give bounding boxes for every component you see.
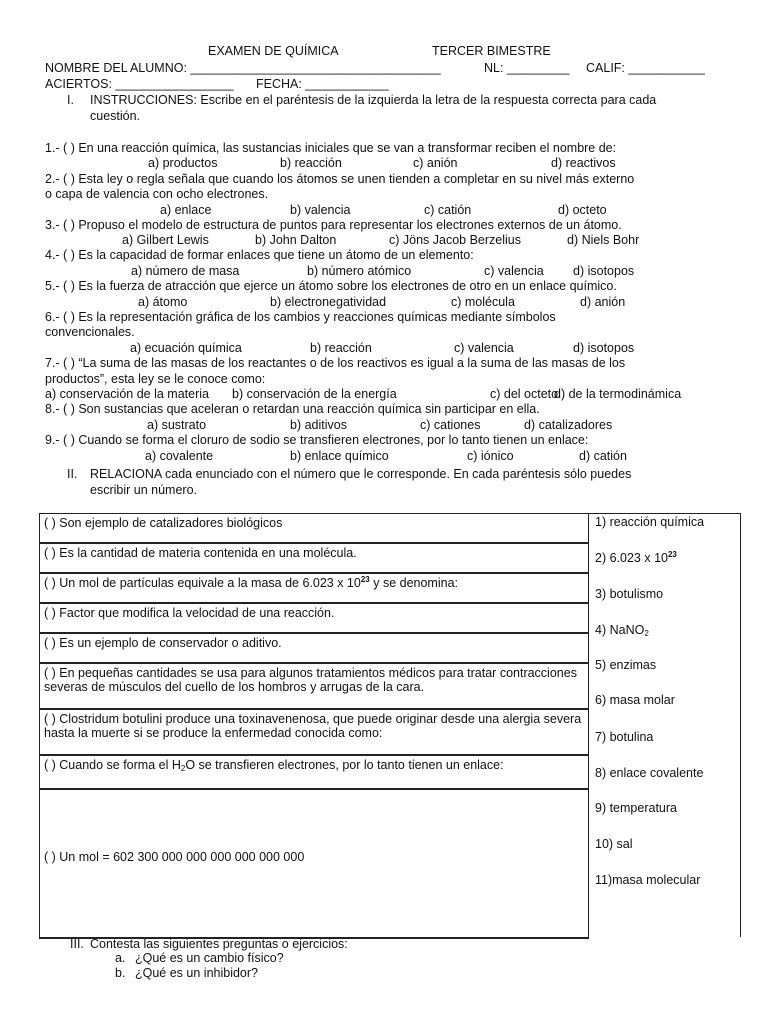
question-8-stem: 8.- ( ) Son sustancias que aceleran o retardan una reacción química sin participar en ella. — [45, 402, 540, 416]
question-5-option-c: c) molécula — [451, 295, 515, 309]
matching-statement-text — [44, 606, 588, 620]
statement-exponent: 23 — [360, 575, 370, 584]
question-1-option-d: d) reactivos — [551, 156, 616, 170]
section1-numeral: I. — [67, 93, 74, 107]
question-4-option-b: b) número atómico — [307, 264, 412, 278]
question-7-option-b: b) conservación de la energía — [232, 387, 397, 401]
statement-text-start: ( ) Clostridum botulini produce una toxinavenenosa, que puede originar desde una alergia severa hasta la muerte si se produce la enfermedad conocida como: — [44, 712, 582, 740]
answer-text: 11)masa molecular — [595, 873, 701, 887]
question-7-option-c: c) del octeto — [490, 387, 559, 401]
question-6-option-d: d) isotopos — [573, 341, 635, 355]
matching-answer-10 — [595, 838, 633, 851]
matching-answer-2 — [595, 552, 677, 565]
question-9-option-c: c) iónico — [467, 449, 514, 463]
question-2-option-a: a) enlace — [160, 203, 212, 217]
matching-answer-5 — [595, 659, 656, 672]
question-6-stem: 6.- ( ) Es la representación gráfica de los cambios y reacciones químicas mediante símbolos — [45, 310, 556, 324]
statement-text-end: O se transfieren electrones, por lo tanto tienen un enlace: — [185, 758, 504, 772]
statement-text-start: ( ) Es la cantidad de materia contenida en una molécula. — [44, 546, 357, 560]
answer-text: 10) sal — [595, 837, 633, 851]
matching-statement-9[interactable] — [40, 790, 588, 937]
question-8-option-b: b) aditivos — [290, 418, 347, 432]
section3-item-a: ¿Qué es un cambio físico? — [135, 951, 284, 965]
question-3-option-d: d) Niels Bohr — [567, 233, 640, 247]
question-5-stem: 5.- ( ) Es la fuerza de atracción que ejerce un átomo sobre los electrones de otro en un enlace químico. — [45, 279, 617, 293]
date-field[interactable]: FECHA: ____________ — [256, 77, 389, 91]
question-7-stem: 7.- ( ) “La suma de las masas de los reactantes o de los reactivos es igual a la suma de las masas de los — [45, 356, 626, 370]
section2-instructions: RELACIONA cada enunciado con el número que le corresponde. En cada paréntesis sólo puedes — [90, 467, 632, 481]
matching-statement-6[interactable] — [40, 664, 588, 710]
matching-statement-3[interactable] — [40, 574, 588, 604]
correct-answers-field[interactable]: ACIERTOS: _________________ — [45, 77, 234, 91]
statement-text-end: y se denomina: — [369, 576, 458, 590]
answer-text: 8) enlace covalente — [595, 766, 704, 780]
question-4-option-a: a) número de masa — [131, 264, 240, 278]
question-3-option-b: b) John Dalton — [255, 233, 337, 247]
matching-answer-11 — [595, 874, 700, 887]
matching-answer-7 — [595, 731, 653, 744]
question-1-option-a: a) productos — [148, 156, 218, 170]
exam-title: EXAMEN DE QUÍMICA — [208, 44, 339, 58]
matching-answer-8 — [595, 767, 703, 780]
matching-answer-4 — [595, 624, 649, 637]
matching-statement-text — [44, 516, 588, 530]
section1-instructions: INSTRUCCIONES: Escribe en el paréntesis de la izquierda la letra de la respuesta correcta para cada — [90, 93, 657, 107]
question-2-stem: 2.- ( ) Esta ley o regla señala que cuando los átomos se unen tienden a completar en su nivel más externo — [45, 172, 635, 186]
question-2-option-b: b) valencia — [290, 203, 351, 217]
section2-instructions-cont: escribir un número. — [90, 483, 197, 497]
section1-instructions-cont: cuestión. — [90, 109, 141, 123]
question-6-option-b: b) reacción — [310, 341, 372, 355]
section3-numeral: III. — [70, 937, 84, 951]
question-2-option-c: c) catión — [424, 203, 472, 217]
matching-statement-text — [44, 546, 588, 560]
answer-text: 1) reacción química — [595, 515, 705, 529]
section3-item-a-letter: a. — [115, 951, 126, 965]
question-4-option-c: c) valencia — [484, 264, 544, 278]
matching-statement-text — [44, 576, 588, 590]
answer-text: 3) botulismo — [595, 587, 664, 601]
statement-text-start: ( ) Cuando se forma el H — [44, 758, 181, 772]
question-1-stem: 1.- ( ) En una reacción química, las sustancias iniciales que se van a transformar reciben el nombre de: — [45, 141, 617, 155]
section3-instructions: Contesta las siguientes preguntas o ejercicios: — [90, 937, 348, 951]
question-1-option-b: b) reacción — [280, 156, 342, 170]
nl-field[interactable]: NL: _________ — [484, 61, 570, 75]
statement-text-start: ( ) En pequeñas cantidades se usa para algunos tratamientos médicos para tratar contracciones severas de músculos del cuello de los hombros y arrugas de la cara. — [44, 666, 577, 694]
matching-answer-6 — [595, 694, 675, 707]
answer-text: 9) temperatura — [595, 801, 677, 815]
question-3-stem: 3.- ( ) Propuso el modelo de estructura de puntos para representar los electrones externos de un átomo. — [45, 218, 622, 232]
question-7-option-a: a) conservación de la materia — [45, 387, 209, 401]
question-6-option-a: a) ecuación química — [130, 341, 242, 355]
matching-statement-7[interactable] — [40, 710, 588, 756]
matching-statement-8[interactable] — [40, 756, 588, 790]
question-7-option-d: d) de la termodinámica — [554, 387, 682, 401]
question-8-option-d: d) catalizadores — [524, 418, 613, 432]
question-9-option-b: b) enlace químico — [290, 449, 389, 463]
matching-answer-1 — [595, 516, 704, 529]
statement-text-start: ( ) Factor que modifica la velocidad de una reacción. — [44, 606, 335, 620]
section3-item-b-letter: b. — [115, 966, 126, 980]
question-5-option-d: d) anión — [580, 295, 626, 309]
answer-exponent: 23 — [667, 550, 677, 559]
question-9-stem: 9.- ( ) Cuando se forma el cloruro de sodio se transfieren electrones, por lo tanto tienen un enlace: — [45, 433, 589, 447]
statement-text-start: ( ) Un mol = 602 300 000 000 000 000 000 000 — [44, 850, 305, 864]
question-4-option-d: d) isotopos — [573, 264, 635, 278]
statement-subscript: 2 — [180, 764, 186, 773]
matching-statement-text — [44, 712, 588, 740]
matching-statement-text — [44, 636, 588, 650]
question-5-option-a: a) átomo — [138, 295, 188, 309]
question-6-stem: convencionales. — [45, 325, 135, 339]
question-3-option-c: c) Jöns Jacob Berzelius — [389, 233, 522, 247]
answer-text: 4) NaNO — [595, 623, 645, 637]
statement-text-start: ( ) Un mol de partículas equivale a la masa de 6.023 x 10 — [44, 576, 361, 590]
matching-statement-4[interactable] — [40, 604, 588, 634]
answer-subscript: 2 — [644, 629, 649, 638]
answer-text: 2) 6.023 x 10 — [595, 551, 668, 565]
matching-statement-text — [44, 666, 588, 694]
matching-statement-text — [44, 850, 588, 864]
answer-text: 5) enzimas — [595, 658, 657, 672]
matching-statement-text — [44, 758, 588, 772]
question-3-option-a: a) Gilbert Lewis — [122, 233, 209, 247]
matching-statements-table — [39, 513, 589, 939]
question-2-stem: o capa de valencia con ocho electrones. — [45, 187, 269, 201]
answer-text: 6) masa molar — [595, 693, 675, 707]
section2-numeral: II. — [67, 467, 78, 481]
question-2-option-d: d) octeto — [558, 203, 607, 217]
question-6-option-c: c) valencia — [454, 341, 514, 355]
question-4-stem: 4.- ( ) Es la capacidad de formar enlaces que tiene un átomo de un elemento: — [45, 248, 474, 262]
question-8-option-c: c) cationes — [420, 418, 481, 432]
question-7-stem: productos”, esta ley se le conoce como: — [45, 372, 266, 386]
matching-statement-5[interactable] — [40, 634, 588, 664]
matching-statement-2[interactable] — [40, 544, 588, 574]
matching-statement-1[interactable] — [40, 514, 588, 544]
section3-item-b: ¿Qué es un inhibidor? — [135, 966, 258, 980]
exam-period: TERCER BIMESTRE — [432, 44, 551, 58]
statement-text-start: ( ) Es un ejemplo de conservador o aditivo. — [44, 636, 282, 650]
question-8-option-a: a) sustrato — [147, 418, 207, 432]
question-9-option-a: a) covalente — [145, 449, 214, 463]
question-5-option-b: b) electronegatividad — [270, 295, 387, 309]
question-9-option-d: d) catión — [579, 449, 627, 463]
question-1-option-c: c) anión — [413, 156, 458, 170]
statement-text-start: ( ) Son ejemplo de catalizadores biológicos — [44, 516, 283, 530]
matching-answer-3 — [595, 588, 663, 601]
grade-field[interactable]: CALIF: ___________ — [586, 61, 705, 75]
matching-answer-9 — [595, 802, 677, 815]
answer-text: 7) botulina — [595, 730, 654, 744]
student-name-field[interactable]: NOMBRE DEL ALUMNO: ____________________________________ — [45, 61, 441, 75]
